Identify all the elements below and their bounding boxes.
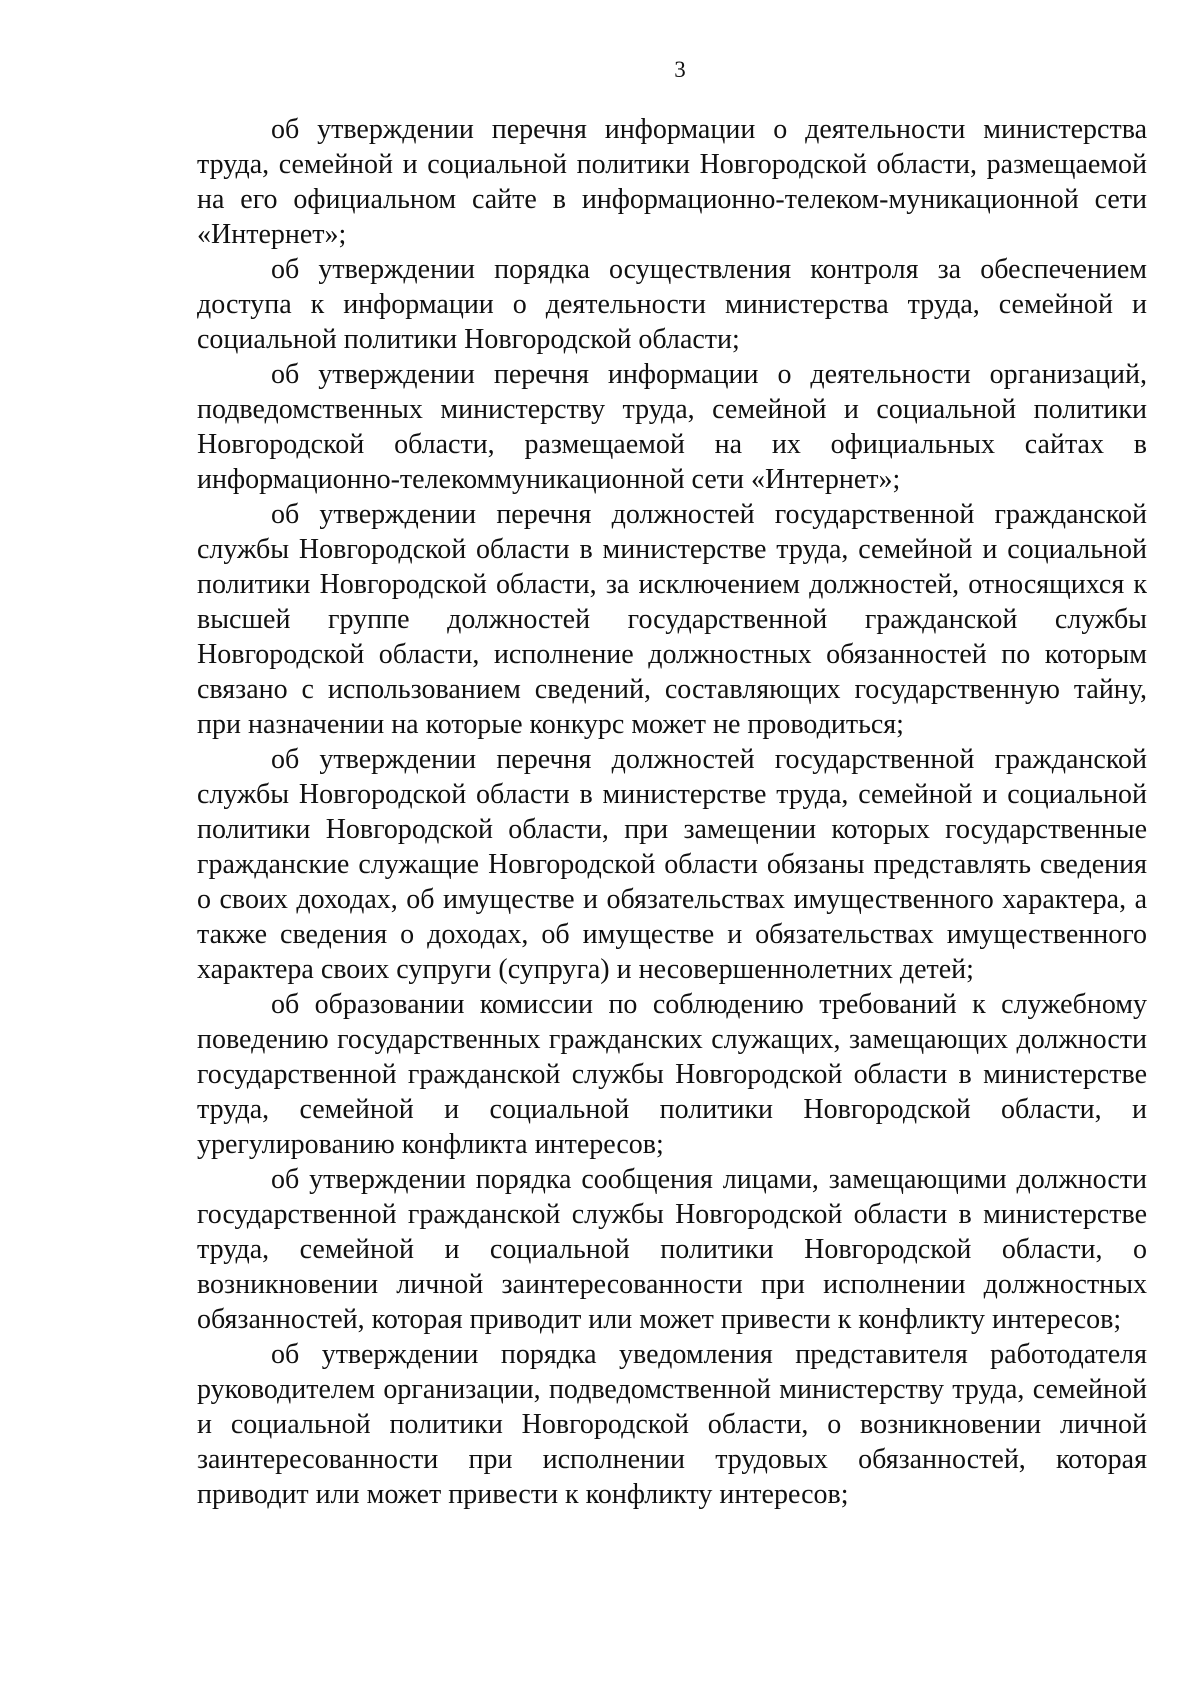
document-body [197, 112, 1147, 1512]
paragraph-7: об утверждении порядка сообщения лицами, замещающими должности государственной гражданской службы Новгородской области в министерстве труда, семейной и социальной политики Новгородской области, о возникновении личной заинтересованности при исполнении должностных обязанностей, которая приводит или может привести к конфликту интересов; [197, 1164, 1147, 1335]
paragraph-5: об утверждении перечня должностей государственной гражданской службы Новгородской области в министерстве труда, семейной и социальной политики Новгородской области, при замещении которых государственные гражданские служащие Новгородской области обязаны представлять сведения о своих доходах, об имуществе и обязательствах имущественного характера, а также сведения о доходах, об имуществе и обязательствах имущественного характера своих супруги (супруга) и несовершеннолетних детей; [197, 744, 1147, 985]
paragraph-3: об утверждении перечня информации о деятельности организаций, подведомственных министерству труда, семейной и социальной политики Новгородской области, размещаемой на их официальных сайтах в информационно-телекоммуникационной сети «Интернет»; [197, 359, 1147, 495]
paragraph-8: об утверждении порядка уведомления представителя работодателя руководителем организации, подведомственной министерству труда, семейной и социальной политики Новгородской области, о возникновении личной заинтересованности при исполнении трудовых обязанностей, которая приводит или может привести к конфликту интересов; [197, 1339, 1147, 1510]
paragraph-1: об утверждении перечня информации о деятельности министерства труда, семейной и социальной политики Новгородской области, размещаемой на его официальном сайте в информационно-телеком-муникационной сети «Интернет»; [197, 114, 1147, 250]
paragraph-6: об образовании комиссии по соблюдению требований к служебному поведению государственных гражданских служащих, замещающих должности государственной гражданской службы Новгородской области в министерстве труда, семейной и социальной политики Новгородской области, и урегулированию конфликта интересов; [197, 989, 1147, 1160]
paragraph-2: об утверждении порядка осуществления контроля за обеспечением доступа к информации о деятельности министерства труда, семейной и социальной политики Новгородской области; [197, 254, 1147, 355]
page-number: 3 [674, 57, 686, 82]
paragraph-4: об утверждении перечня должностей государственной гражданской службы Новгородской области в министерстве труда, семейной и социальной политики Новгородской области, за исключением должностей, относящихся к высшей группе должностей государственной гражданской службы Новгородской области, исполнение должностных обязанностей по которым связано с использованием сведений, составляющих государственную тайну, при назначении на которые конкурс может не проводиться; [197, 499, 1147, 740]
